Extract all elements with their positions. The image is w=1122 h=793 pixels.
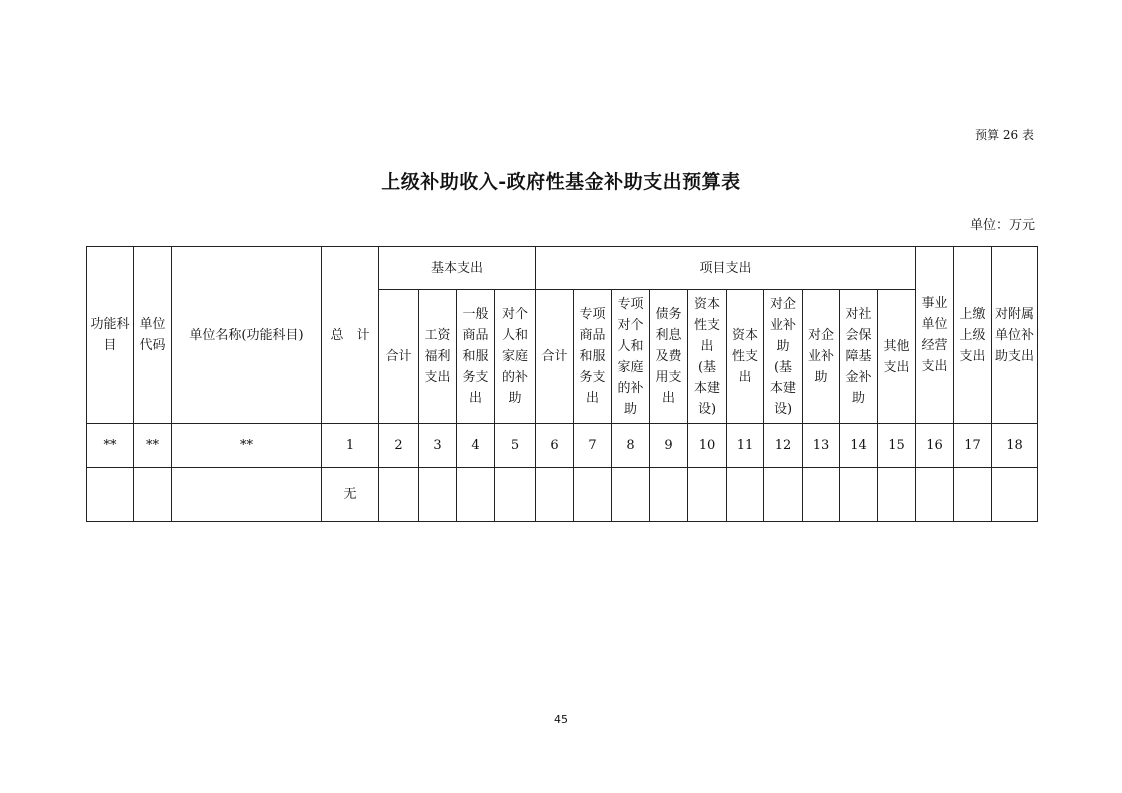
header-project-capital-construction: 资本性支出(基本建设) — [688, 290, 727, 424]
header-basic-personal-subsidy: 对个人和家庭的补助 — [495, 290, 536, 424]
data-row — [87, 468, 1038, 522]
data-cell — [379, 468, 419, 522]
index-number: 18 — [992, 424, 1038, 468]
unit-label: 单位：万元 — [969, 218, 1035, 233]
index-number: 14 — [840, 424, 878, 468]
header-total: 总 计 — [322, 247, 379, 424]
data-cell — [878, 468, 916, 522]
index-number: 5 — [495, 424, 536, 468]
data-cell — [457, 468, 495, 522]
index-number: 16 — [916, 424, 954, 468]
index-number: 7 — [574, 424, 612, 468]
index-placeholder: ** — [172, 424, 322, 468]
header-func-subject: 功能科目 — [87, 247, 134, 424]
data-cell — [574, 468, 612, 522]
index-row — [87, 424, 1038, 468]
data-cell — [650, 468, 688, 522]
header-project-enterprise-subsidy: 对企业补助 — [803, 290, 840, 424]
header-basic-salary: 工资福利支出 — [419, 290, 457, 424]
header-upper-remit: 上缴上级支出 — [954, 247, 992, 424]
budget-table — [86, 246, 1038, 522]
header-project-capital: 资本性支出 — [727, 290, 764, 424]
header-project-social-security: 对社会保障基金补助 — [840, 290, 878, 424]
data-cell — [916, 468, 954, 522]
header-row-groups — [87, 247, 1038, 290]
index-number: 10 — [688, 424, 727, 468]
header-project-debt-interest: 债务利息及费用支出 — [650, 290, 688, 424]
index-number: 6 — [536, 424, 574, 468]
header-project-personal-subsidy: 专项对个人和家庭的补助 — [612, 290, 650, 424]
data-cell — [954, 468, 992, 522]
index-number: 8 — [612, 424, 650, 468]
header-group-project: 项目支出 — [536, 247, 916, 290]
data-cell — [992, 468, 1038, 522]
index-number: 2 — [379, 424, 419, 468]
header-project-total: 合计 — [536, 290, 574, 424]
data-cell — [419, 468, 457, 522]
data-cell — [612, 468, 650, 522]
index-number: 12 — [764, 424, 803, 468]
header-basic-total: 合计 — [379, 290, 419, 424]
index-number: 17 — [954, 424, 992, 468]
index-placeholder: ** — [87, 424, 134, 468]
header-basic-goods-services: 一般商品和服务支出 — [457, 290, 495, 424]
header-business-expense: 事业单位经营支出 — [916, 247, 954, 424]
data-cell — [134, 468, 172, 522]
data-total-value: 无 — [322, 468, 379, 522]
data-cell — [840, 468, 878, 522]
data-cell — [495, 468, 536, 522]
header-unit-name: 单位名称(功能科目) — [172, 247, 322, 424]
header-group-basic: 基本支出 — [379, 247, 536, 290]
index-number: 1 — [322, 424, 379, 468]
data-cell — [87, 468, 134, 522]
header-project-enterprise-construction: 对企业补助(基本建设) — [764, 290, 803, 424]
data-cell — [727, 468, 764, 522]
index-number: 4 — [457, 424, 495, 468]
index-placeholder: ** — [134, 424, 172, 468]
data-cell — [803, 468, 840, 522]
data-cell — [172, 468, 322, 522]
index-number: 13 — [803, 424, 840, 468]
data-cell — [536, 468, 574, 522]
page-title: 上级补助收入-政府性基金补助支出预算表 — [381, 171, 741, 193]
data-cell — [764, 468, 803, 522]
header-project-goods-services: 专项商品和服务支出 — [574, 290, 612, 424]
header-unit-code: 单位代码 — [134, 247, 172, 424]
page-number: 45 — [554, 713, 568, 726]
data-cell — [688, 468, 727, 522]
index-number: 15 — [878, 424, 916, 468]
index-number: 11 — [727, 424, 764, 468]
header-subsidiary-subsidy: 对附属单位补助支出 — [992, 247, 1038, 424]
index-number: 9 — [650, 424, 688, 468]
table-code: 预算 26 表 — [975, 128, 1034, 142]
index-number: 3 — [419, 424, 457, 468]
header-project-other: 其他支出 — [878, 290, 916, 424]
